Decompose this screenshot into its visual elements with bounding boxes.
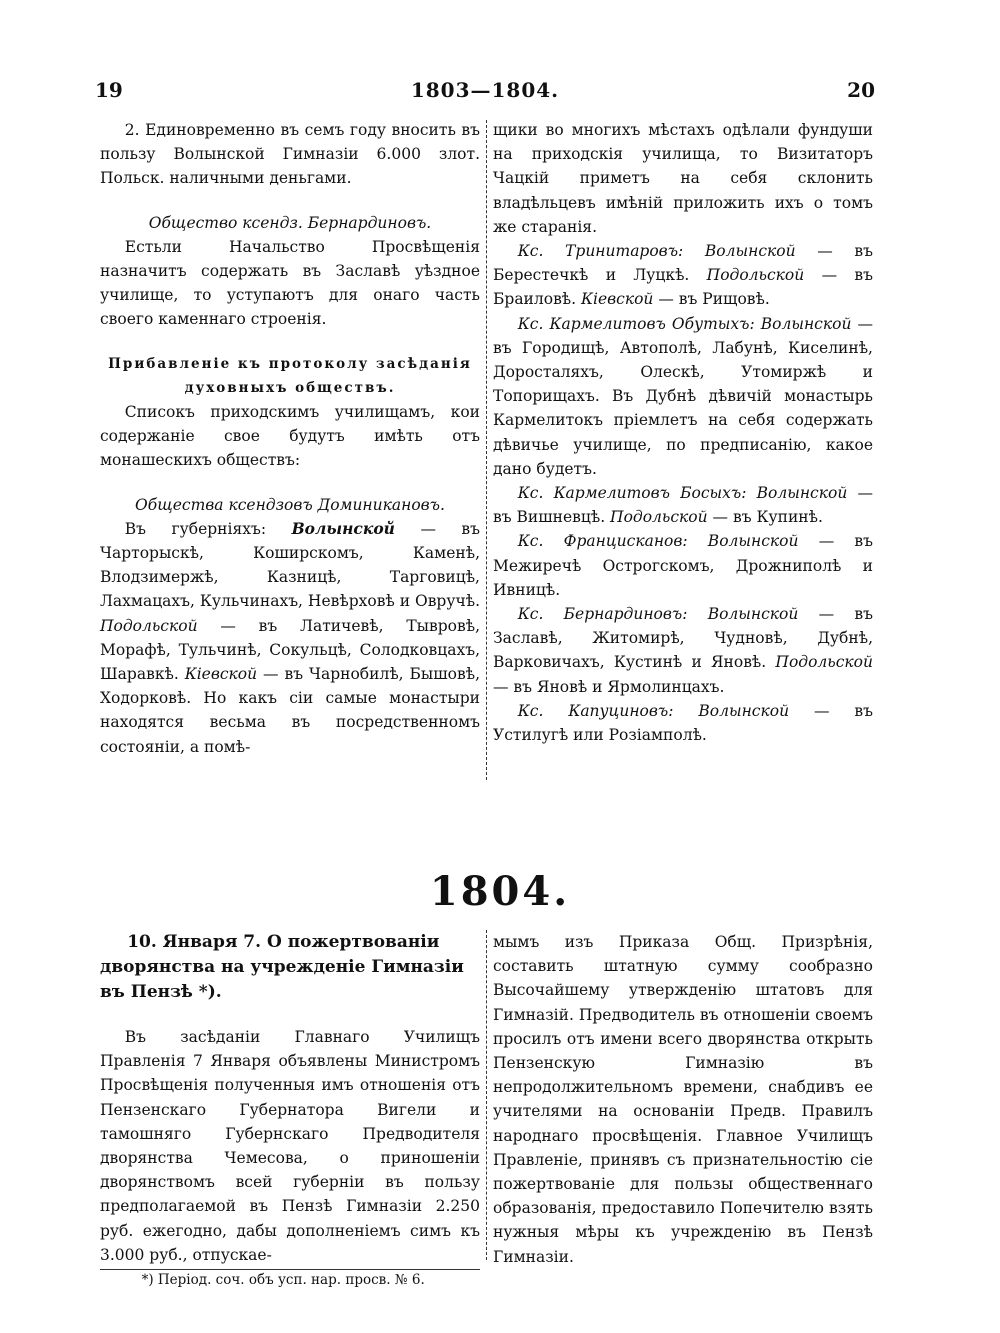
dominicans-paragraph	[100, 517, 480, 759]
bernardines-list-part-a: — въ Заславѣ, Житомирѣ, Чудновѣ, Дубнѣ, Варковичахъ, Кустинѣ и Яновѣ.	[493, 605, 873, 672]
carmelites-shod-text: — въ Городищѣ, Автополѣ, Лабунѣ, Киселинѣ, Доросталяхъ, Олескѣ, Утомиржѣ и Топорищахъ. Въ Дубнѣ дѣвичій монастырь Кармелитокъ пріемлетъ на себя содержать дѣвичье училище, по предписанію, какое дано будетъ.	[493, 314, 873, 478]
continuation-paragraph: щики во многихъ мѣстахъ одѣлали фундуши на приходскія училища, то Визитаторъ Чацкій приметъ на себя склонить владѣльцевъ имѣній приложить ихъ о томъ же старанія.	[493, 121, 873, 236]
section-title: 10. Января 7. О пожертвованіи дворянства на учрежденіе Гимназіи въ Пензѣ *).	[100, 932, 464, 1002]
section-body-left: Въ засѣданіи Главнаго Училищъ Правленія 7 Января объявлены Министромъ Просвѣщенія полученныя имъ отношенія отъ Пензенскаго Губернатора Вигели и тамошняго Губернскаго Предводителя дворянства Чемесова, о приношеніи дворянствомъ всей губерніи въ пользу предполагаемой въ Пензѣ Гимназіи 2.250 руб. ежегодно, дабы дополненіемъ симъ къ 3.000 руб., отпускае-	[100, 1028, 480, 1264]
franciscans-text: — въ Межиречѣ Острогскомъ, Дрожниполѣ и Ивницѣ.	[493, 532, 873, 599]
addendum-heading-line-2: духовныхъ обществъ.	[184, 379, 396, 396]
year-heading: 1804.	[429, 868, 571, 915]
page-header	[95, 78, 875, 108]
dominicans-part-a: — въ Чарторыскѣ, Коширскомъ, Каменѣ, Влодзимержѣ, Казницѣ, Тарговицѣ, Лахмацахъ, Кульчинахъ, Невѣрховѣ и Овручѣ.	[100, 519, 480, 611]
bernardines-list-podol: Подольской	[775, 653, 873, 672]
bernardines-list-lead: Кс. Бернардиновъ: Волынской	[517, 605, 799, 624]
right-page-number: 20	[847, 78, 875, 102]
column-divider-top	[486, 120, 487, 780]
bernardines-heading: Общество ксендз. Бернардиновъ.	[148, 213, 432, 232]
section-body-right: мымъ изъ Приказа Общ. Призрѣнія, составить штатную сумму сообразно Высочайшему утвержденію штатовъ для Гимназій. Предводитель въ отношеніи своемъ просилъ отъ имени всего дворянства открыть Пензенскую Гимназію въ непродолжительномъ времени, снабдивъ ее учителями на основаніи Предв. Правилъ народнаго просвѣщенія. Главное Училищъ Правленіе, принявъ съ признательностію сіе пожертвованіе для пользы общественнаго образованія, предоставило Попечителю взять нужныя мѣры къ учрежденію въ Пензѣ Гимназіи.	[493, 933, 873, 1266]
carmelites-bare-part-a: — въ Вишневцѣ.	[493, 484, 873, 527]
carmelites-bare-paragraph	[493, 481, 873, 529]
column-divider-bottom	[486, 930, 487, 1260]
franciscans-paragraph	[493, 529, 873, 602]
trinitarians-part-c: — въ Рищовѣ.	[653, 290, 770, 309]
bernardines-paragraph: Естьли Начальство Просвѣщенія назначитъ содержать въ Заславѣ уѣздное училище, то уступаютъ для онаго часть своего каменнаго строенія.	[100, 237, 480, 329]
volyn-label: Волынской	[291, 518, 395, 538]
top-right-column	[493, 118, 873, 747]
dominicans-heading: Общества ксендзовъ Доминикановъ.	[135, 495, 445, 514]
trinitarians-lead: Кс. Тринитаровъ: Волынской	[517, 242, 796, 261]
trinitarians-kiev: Кіевской	[581, 290, 654, 309]
trinitarians-paragraph	[493, 239, 873, 312]
footnote: *) Період. соч. объ усп. нар. просв. № 6.	[141, 1272, 425, 1289]
capuchins-lead: Кс. Капуциновъ: Волынской	[517, 701, 790, 720]
running-title: 1803—1804.	[410, 78, 560, 102]
carmelites-bare-lead: Кс. Кармелитовъ Босыхъ: Волынской	[517, 484, 848, 503]
bottom-right-column	[493, 930, 873, 1269]
addendum-heading-line-1: Прибавленіе къ протоколу засѣданія	[108, 355, 472, 372]
carmelites-bare-podol: Подольской	[610, 508, 708, 527]
trinitarians-podol: Подольской	[706, 266, 805, 285]
top-left-column	[100, 118, 480, 759]
bottom-left-column	[100, 930, 480, 1290]
carmelites-shod-lead: Кс. Кармелитовъ Обутыхъ: Волынской	[517, 314, 852, 333]
left-page-number: 19	[95, 78, 123, 102]
podol-label: Подольской	[100, 616, 198, 635]
dominicans-lead: Въ губерніяхъ:	[124, 519, 292, 538]
capuchins-paragraph	[493, 699, 873, 747]
carmelites-shod-paragraph	[493, 312, 873, 481]
bernardines-list-part-b: — въ Яновѣ и Ярмолинцахъ.	[493, 677, 725, 696]
franciscans-lead: Кс. Францисканов: Волынской	[517, 532, 799, 551]
kiev-label: Кіевской	[184, 665, 258, 684]
list-intro-paragraph: Списокъ приходскимъ училищамъ, кои содержаніе свое будутъ имѣть отъ монашескихъ обществъ:	[100, 403, 480, 470]
dominicans-part-c: — въ Чарнобилѣ, Бышовѣ, Ходорковѣ. Но какъ сіи самые монастыри находятся весьма въ посредственномъ состояніи, а помѣ-	[100, 665, 480, 756]
carmelites-bare-part-b: — въ Купинѣ.	[707, 508, 823, 527]
bernardines-list-paragraph	[493, 602, 873, 699]
dominicans-part-b: — въ Латичевѣ, Тывровѣ, Морафѣ, Тульчинѣ, Сокульцѣ, Солодковцахъ, Шаравкѣ.	[100, 616, 480, 684]
trinitarians-part-b: — въ Браиловѣ.	[493, 266, 873, 309]
trinitarians-part-a: — въ Берестечкѣ и Луцкѣ.	[493, 242, 873, 285]
capuchins-text: — въ Устилугѣ или Розіамполѣ.	[493, 701, 873, 745]
paragraph-item-2: 2. Единовременно въ семъ году вносить въ пользу Волынской Гимназіи 6.000 злот. Польск. наличными деньгами.	[100, 121, 480, 188]
